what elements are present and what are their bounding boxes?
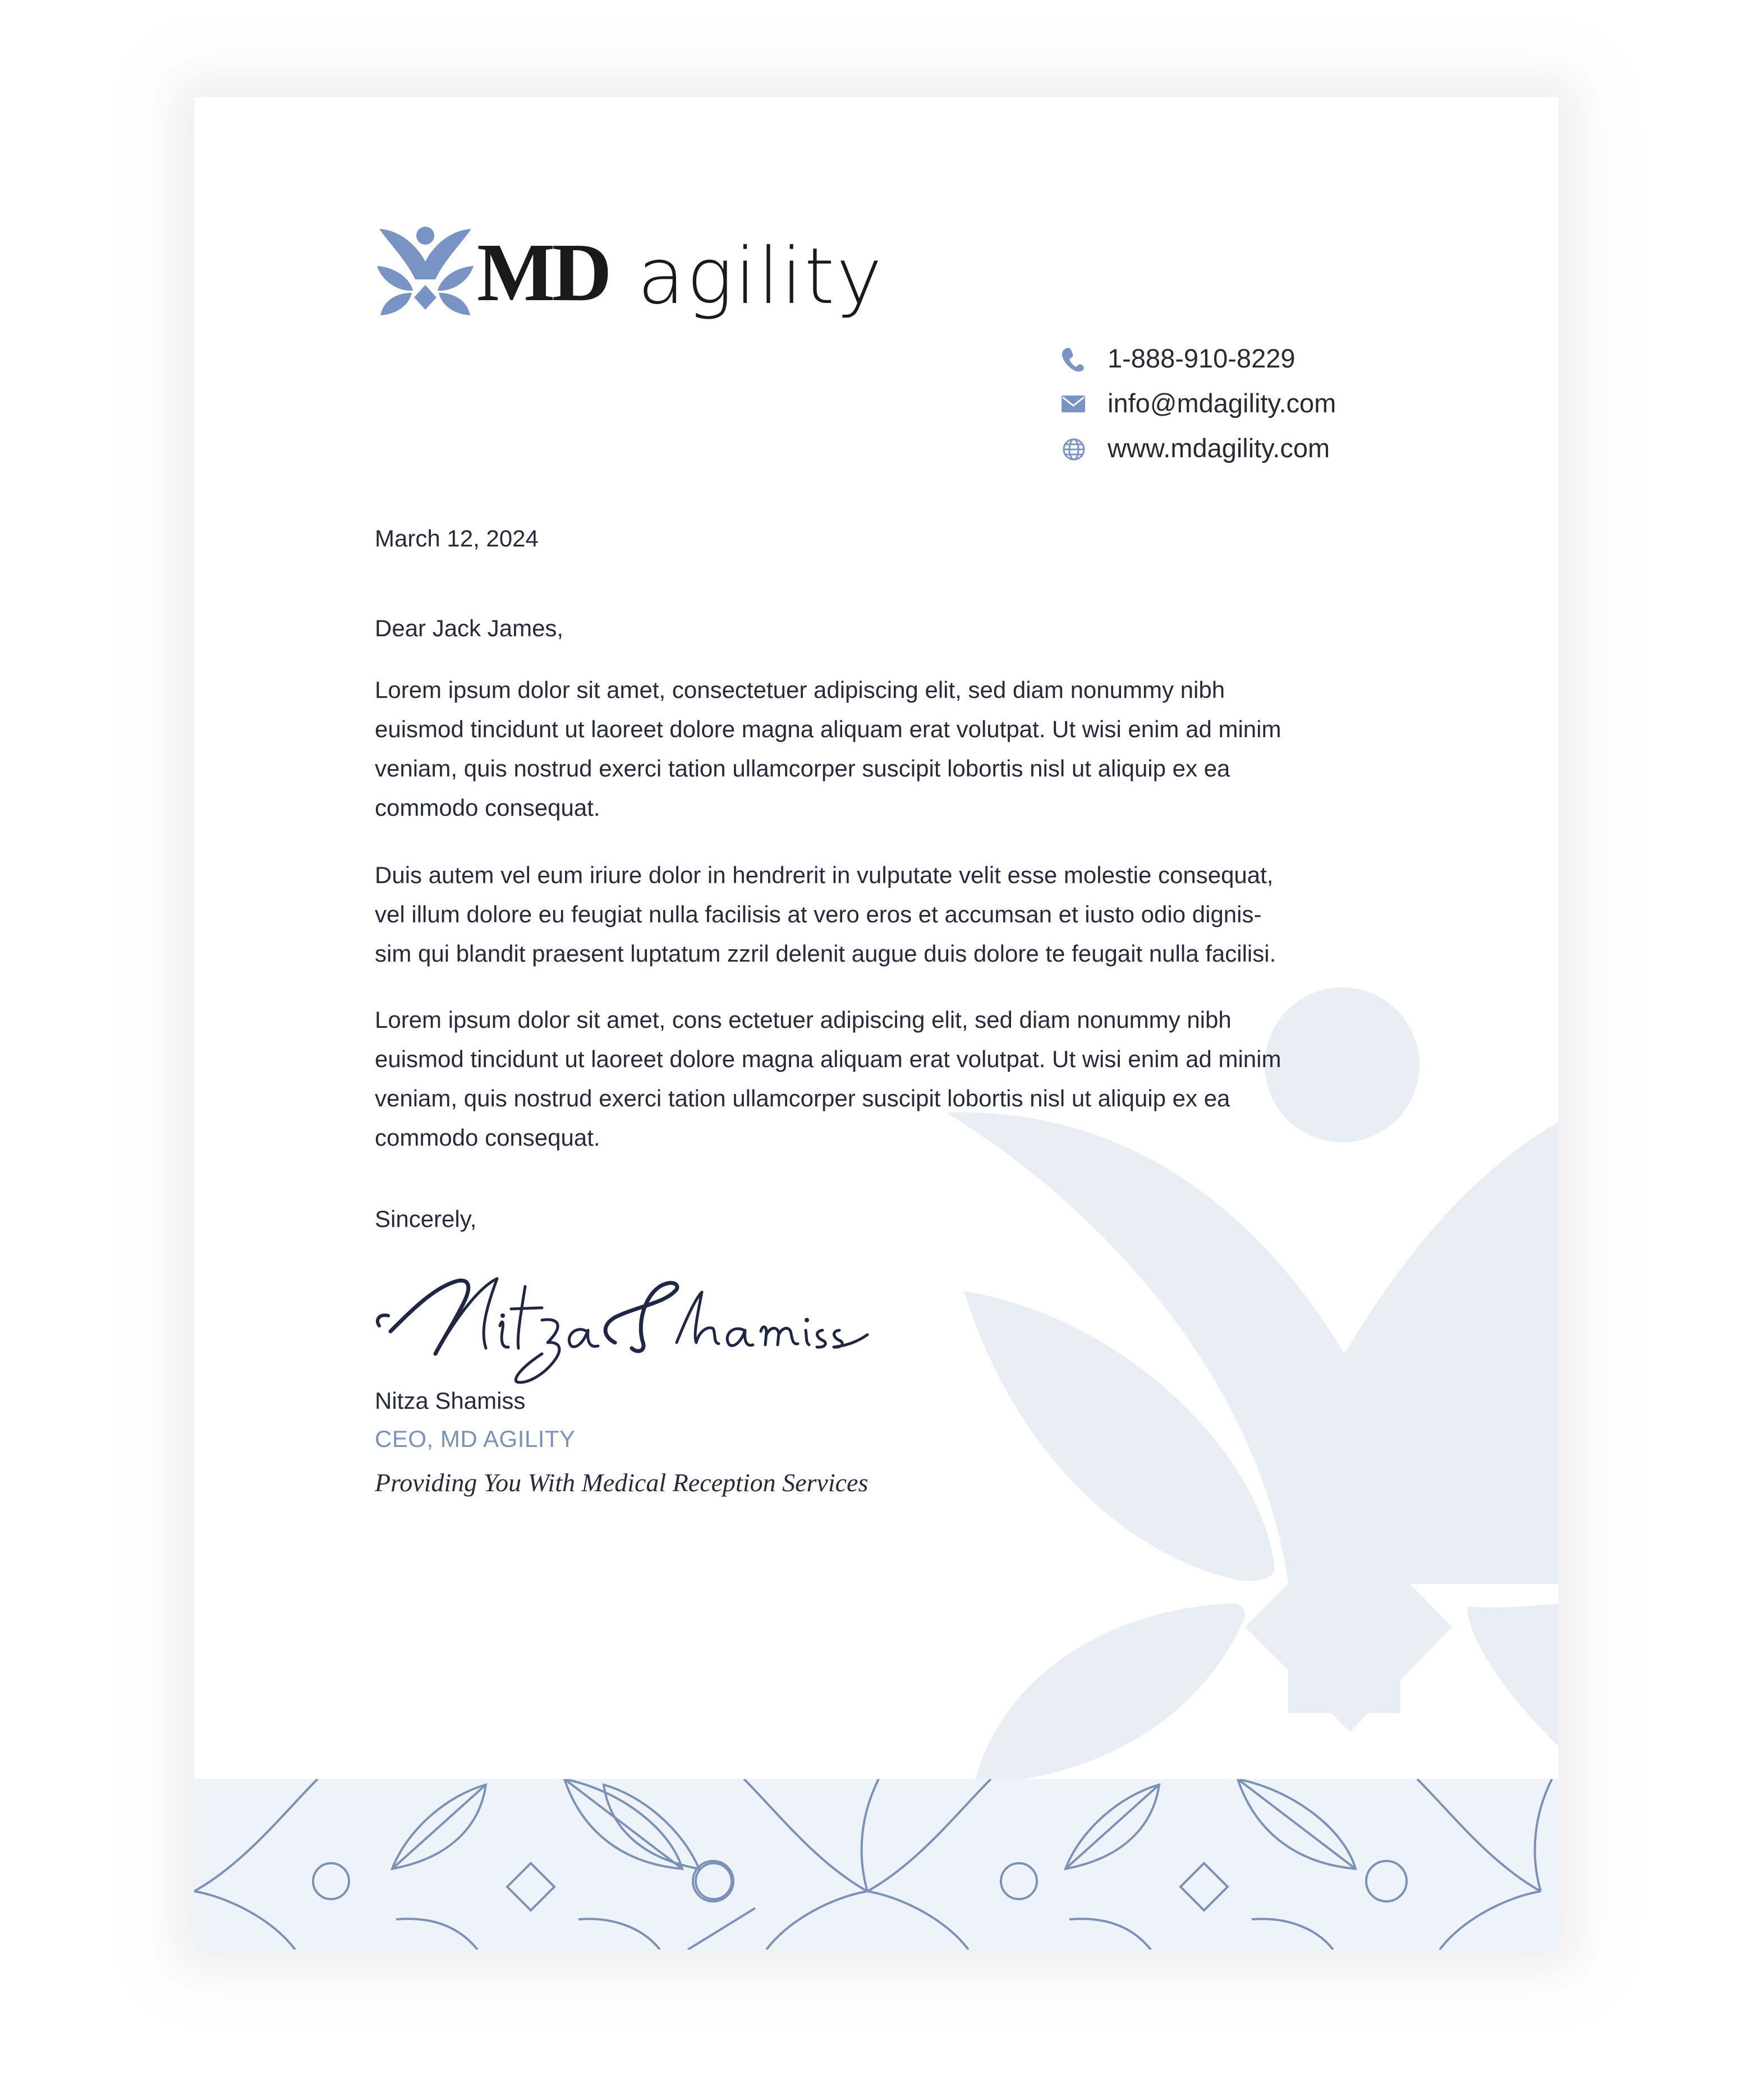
paragraph-line: Duis autem vel eum iriure dolor in hendrerit in vulputate velit esse molestie consequat, bbox=[375, 862, 1274, 888]
handwritten-signature bbox=[374, 1264, 879, 1399]
contact-email-text: info@mdagility.com bbox=[1108, 388, 1336, 418]
letterhead-page bbox=[194, 97, 1559, 1950]
paragraph-line: Lorem ipsum dolor sit amet, consectetuer adipiscing elit, sed diam nonummy nibh bbox=[375, 677, 1225, 703]
contact-phone[interactable] bbox=[1062, 342, 1454, 375]
paragraph-line: veniam, quis nostrud exerci tation ullamcorper suscipit lobortis nisl ut aliquip ex ea bbox=[375, 755, 1230, 782]
paragraph-line: Lorem ipsum dolor sit amet, cons ectetuer adipiscing elit, sed diam nonummy nibh bbox=[375, 1007, 1232, 1033]
footer-pattern-band bbox=[194, 1779, 1559, 1950]
company-logo bbox=[377, 227, 938, 333]
logo-text-md: MD bbox=[477, 227, 609, 319]
butterfly-person-logo-icon bbox=[377, 227, 474, 316]
paragraph-line: commodo consequat. bbox=[375, 1124, 600, 1151]
letter-salutation: Dear Jack James, bbox=[375, 615, 564, 641]
paragraph-line: sim qui blandit praesent luptatum zzril delenit augue duis dolore te feugait nulla facilisi. bbox=[375, 940, 1276, 967]
letter-paragraph-3 bbox=[375, 1000, 1379, 1157]
globe-icon bbox=[1062, 437, 1086, 462]
paragraph-line: veniam, quis nostrud exerci tation ullamcorper suscipit lobortis nisl ut aliquip ex ea bbox=[375, 1085, 1230, 1111]
paragraph-line: vel illum dolore eu feugiat nulla facilisis at vero eros et accumsan et iusto odio dignis- bbox=[375, 901, 1262, 927]
phone-icon bbox=[1062, 347, 1084, 372]
letter-paragraph-1 bbox=[375, 670, 1379, 828]
signer-title: CEO, MD AGILITY bbox=[375, 1426, 576, 1452]
paragraph-line: commodo consequat. bbox=[375, 794, 600, 821]
logo-text-agility: agility bbox=[637, 231, 884, 321]
letter-paragraph-2 bbox=[375, 856, 1379, 973]
company-tagline: Providing You With Medical Reception Services bbox=[375, 1468, 869, 1497]
footer-pattern-icon bbox=[194, 1779, 1559, 1950]
paragraph-line: euismod tincidunt ut laoreet dolore magna aliquam erat volutpat. Ut wisi enim ad minim bbox=[375, 1046, 1281, 1072]
letter-date: March 12, 2024 bbox=[375, 525, 539, 552]
contact-website[interactable] bbox=[1062, 431, 1454, 465]
letter-closing: Sincerely, bbox=[375, 1206, 477, 1232]
contact-phone-text: 1-888-910-8229 bbox=[1108, 343, 1296, 373]
signer-name: Nitza Shamiss bbox=[375, 1387, 526, 1414]
paragraph-line: euismod tincidunt ut laoreet dolore magna aliquam erat volutpat. Ut wisi enim ad minim bbox=[375, 716, 1281, 742]
envelope-icon bbox=[1062, 392, 1085, 415]
contact-website-text: www.mdagility.com bbox=[1108, 433, 1330, 463]
contact-email[interactable] bbox=[1062, 387, 1454, 420]
